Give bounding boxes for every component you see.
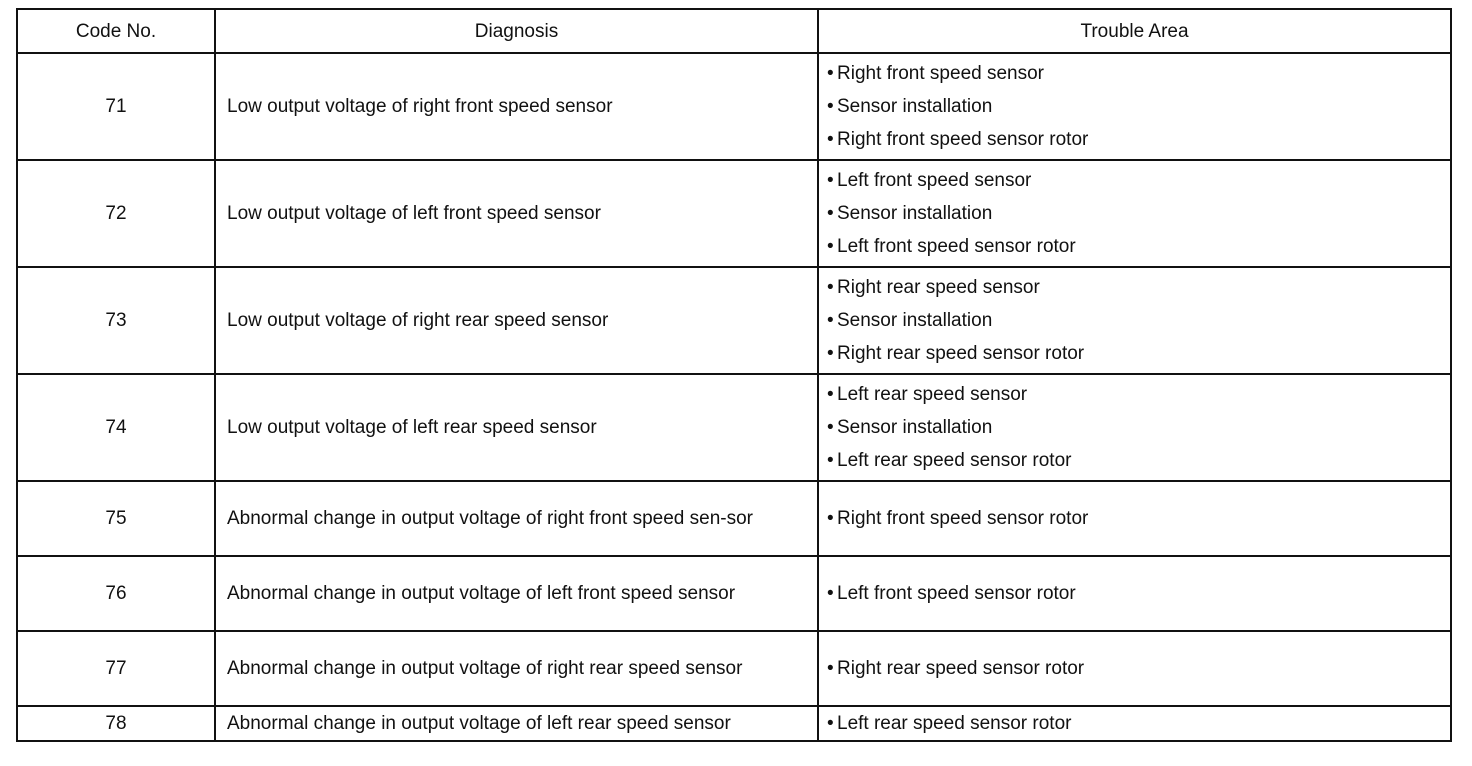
header-code-no: Code No. — [17, 9, 215, 53]
trouble-area-list — [827, 577, 1450, 610]
table-row — [17, 706, 1451, 741]
trouble-area-cell — [818, 267, 1451, 374]
trouble-area-list — [827, 378, 1450, 477]
trouble-area-cell — [818, 706, 1451, 741]
trouble-area-list — [827, 707, 1450, 740]
trouble-area-list — [827, 271, 1450, 370]
diagnosis-cell: Abnormal change in output voltage of right rear speed sensor — [215, 631, 818, 706]
trouble-area-item: • Sensor installation — [827, 90, 1450, 123]
table-row — [17, 631, 1451, 706]
header-trouble-area: Trouble Area — [818, 9, 1451, 53]
code-cell: 77 — [17, 631, 215, 706]
code-cell: 75 — [17, 481, 215, 556]
trouble-area-item: • Right front speed sensor rotor — [827, 502, 1450, 535]
trouble-area-item: • Left rear speed sensor rotor — [827, 444, 1450, 477]
table-row — [17, 53, 1451, 160]
trouble-area-cell — [818, 160, 1451, 267]
trouble-area-item: • Sensor installation — [827, 197, 1450, 230]
diagnosis-cell: Abnormal change in output voltage of left front speed sensor — [215, 556, 818, 631]
table-header-row — [17, 9, 1451, 53]
diagnostic-code-table — [16, 8, 1452, 742]
code-cell: 74 — [17, 374, 215, 481]
trouble-area-cell — [818, 481, 1451, 556]
trouble-area-item: • Right rear speed sensor — [827, 271, 1450, 304]
trouble-area-item: • Sensor installation — [827, 304, 1450, 337]
trouble-area-item: • Left rear speed sensor — [827, 378, 1450, 411]
code-cell: 73 — [17, 267, 215, 374]
diagnosis-cell: Low output voltage of left front speed sensor — [215, 160, 818, 267]
table-row — [17, 160, 1451, 267]
trouble-area-item: • Right front speed sensor rotor — [827, 123, 1450, 156]
trouble-area-item: • Left front speed sensor rotor — [827, 230, 1450, 263]
diagnostic-code-table-container — [16, 8, 1450, 742]
trouble-area-list — [827, 57, 1450, 156]
trouble-area-item: • Sensor installation — [827, 411, 1450, 444]
diagnosis-cell: Abnormal change in output voltage of left rear speed sensor — [215, 706, 818, 741]
diagnosis-cell: Low output voltage of right rear speed sensor — [215, 267, 818, 374]
trouble-area-list — [827, 164, 1450, 263]
table-row — [17, 267, 1451, 374]
diagnosis-cell: Low output voltage of left rear speed sensor — [215, 374, 818, 481]
code-cell: 71 — [17, 53, 215, 160]
table-row — [17, 374, 1451, 481]
trouble-area-list — [827, 652, 1450, 685]
trouble-area-item: • Right rear speed sensor rotor — [827, 337, 1450, 370]
table-row — [17, 481, 1451, 556]
trouble-area-cell — [818, 631, 1451, 706]
trouble-area-item: • Left front speed sensor rotor — [827, 577, 1450, 610]
trouble-area-cell — [818, 53, 1451, 160]
trouble-area-cell — [818, 556, 1451, 631]
trouble-area-item: • Right front speed sensor — [827, 57, 1450, 90]
trouble-area-item: • Left front speed sensor — [827, 164, 1450, 197]
trouble-area-list — [827, 502, 1450, 535]
table-row — [17, 556, 1451, 631]
diagnosis-cell: Abnormal change in output voltage of right front speed sen-sor — [215, 481, 818, 556]
code-cell: 72 — [17, 160, 215, 267]
code-cell: 76 — [17, 556, 215, 631]
header-diagnosis: Diagnosis — [215, 9, 818, 53]
trouble-area-item: • Right rear speed sensor rotor — [827, 652, 1450, 685]
diagnosis-cell: Low output voltage of right front speed sensor — [215, 53, 818, 160]
trouble-area-item: • Left rear speed sensor rotor — [827, 707, 1450, 740]
trouble-area-cell — [818, 374, 1451, 481]
code-cell: 78 — [17, 706, 215, 741]
